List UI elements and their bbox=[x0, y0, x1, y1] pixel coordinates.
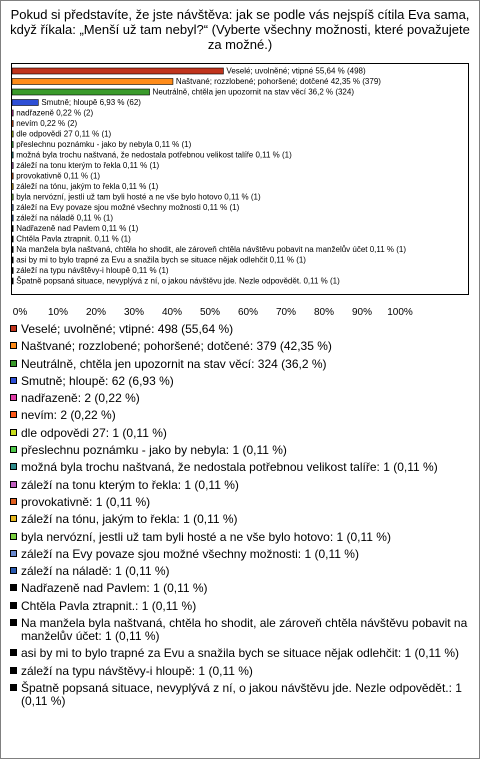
bar-label: Veselé; uvolněné; vtipné 55,64 % (498) bbox=[226, 66, 366, 76]
legend bbox=[10, 323, 472, 712]
x-tick-label: 70% bbox=[275, 307, 297, 318]
bar-label: záleží na tonu kterým to řekla 0,11 % (1) bbox=[16, 161, 160, 170]
legend-swatch bbox=[10, 619, 17, 626]
legend-swatch bbox=[10, 429, 17, 436]
legend-item bbox=[10, 358, 472, 371]
legend-label: Veselé; uvolněné; vtipné: 498 (55,64 %) bbox=[21, 322, 234, 336]
bar-label: Chtěla Pavla ztrapnit. 0,11 % (1) bbox=[16, 234, 131, 244]
legend-item bbox=[10, 531, 472, 544]
legend-swatch bbox=[10, 498, 17, 505]
legend-item bbox=[10, 548, 472, 561]
bar-label: záleží na typu návštěvy-i hloupě 0,11 % (1) bbox=[16, 266, 169, 275]
x-tick-label: 60% bbox=[237, 307, 259, 318]
bar bbox=[12, 79, 173, 85]
legend-swatch bbox=[10, 481, 17, 488]
legend-swatch bbox=[10, 550, 17, 557]
x-tick-label: 30% bbox=[123, 307, 145, 318]
legend-swatch bbox=[10, 446, 17, 453]
legend-item bbox=[10, 427, 472, 440]
bar bbox=[12, 194, 13, 200]
legend-swatch bbox=[10, 411, 17, 418]
bar bbox=[12, 184, 13, 190]
legend-item bbox=[10, 682, 472, 708]
legend-item bbox=[10, 647, 472, 660]
legend-item bbox=[10, 392, 472, 405]
legend-label: asi by mi to bylo trapné za Evu a snažila bych se situace nějak odlehčit: 1 (0,11 %) bbox=[21, 646, 460, 661]
bar-label: Smutně; hloupě 6,93 % (62) bbox=[41, 98, 141, 107]
legend-item bbox=[10, 565, 472, 578]
legend-item bbox=[10, 340, 472, 353]
bar-label: Na manžela byla naštvaná, chtěla ho shodit, ale zároveň chtěla návštěvu pobavit na manželův účet 0,11 % (1) bbox=[16, 245, 407, 254]
x-tick-label: 20% bbox=[85, 307, 107, 318]
chart-title: Pokud si představíte, že jste návštěva: jak se podle vás nejspíš cítila Eva sama, když říkala: „Menší už tam nebyl?“ (Vyberte všechny možnosti, které považujete za možné.) bbox=[10, 7, 470, 52]
bar-label: přeslechnu poznámku - jako by nebyla 0,11 % (1) bbox=[16, 140, 192, 149]
bar-label: Neutrálně, chtěla jen upozornit na stav věcí 36,2 % (324) bbox=[152, 87, 355, 97]
legend-item bbox=[10, 323, 472, 336]
bar-label: záleží na tónu, jakým to řekla 0,11 % (1) bbox=[16, 182, 159, 191]
legend-item bbox=[10, 665, 472, 678]
bar-label: Naštvané; rozzlobené; pohoršené; dotčené 42,35 % (379) bbox=[175, 77, 381, 86]
legend-label: záleží na tonu kterým to řekla: 1 (0,11 %) bbox=[21, 477, 239, 492]
legend-swatch bbox=[10, 567, 17, 574]
legend-swatch bbox=[10, 515, 17, 522]
bar-label: možná byla trochu naštvaná, že nedostala potřebnou velikost talíře 0,11 % (1) bbox=[16, 150, 292, 160]
bar bbox=[12, 131, 13, 137]
bar-label: záleží na Evy povaze sjou možné všechny možnosti 0,11 % (1) bbox=[16, 203, 240, 212]
legend-label: Nadřazeně nad Pavlem: 1 (0,11 %) bbox=[21, 581, 208, 596]
x-tick-label: 100% bbox=[387, 307, 413, 318]
legend-label: provokativně: 1 (0,11 %) bbox=[21, 494, 151, 509]
bar bbox=[12, 236, 13, 242]
legend-swatch bbox=[10, 463, 17, 470]
bar-label: provokativně 0,11 % (1) bbox=[16, 171, 101, 181]
legend-swatch bbox=[10, 360, 17, 367]
legend-item bbox=[10, 600, 472, 613]
bar bbox=[12, 68, 223, 74]
bar-label: záleží na náladě 0,11 % (1) bbox=[16, 213, 114, 223]
legend-label: záleží na typu návštěvy-i hloupě: 1 (0,11 %) bbox=[21, 663, 253, 678]
legend-label: přeslechnu poznámku - jako by nebyla: 1 (0,11 %) bbox=[21, 443, 287, 458]
legend-item bbox=[10, 582, 472, 595]
legend-swatch bbox=[10, 602, 17, 609]
legend-label: nadřazeně: 2 (0,22 %) bbox=[21, 391, 140, 406]
bar bbox=[12, 152, 13, 158]
legend-item bbox=[10, 496, 472, 509]
legend-label: nevím: 2 (0,22 %) bbox=[21, 408, 116, 423]
legend-label: Chtěla Pavla ztrapnit.: 1 (0,11 %) bbox=[21, 598, 197, 613]
bar bbox=[12, 257, 13, 263]
legend-label: Naštvané; rozzlobené; pohoršené; dotčené: 379 (42,35 %) bbox=[21, 339, 332, 354]
legend-label: záleží na náladě: 1 (0,11 %) bbox=[21, 564, 170, 579]
legend-label: záleží na Evy povaze sjou možné všechny možnosti: 1 (0,11 %) bbox=[21, 546, 359, 561]
bar bbox=[12, 268, 13, 274]
bar-label: Špatně popsaná situace, nevyplývá z ní, o jakou návštěvu jde. Nezle odpovědět. 0,11 % (1) bbox=[16, 276, 340, 286]
bar bbox=[12, 142, 13, 148]
bar bbox=[12, 100, 38, 106]
bar-label: dle odpovědi 27 0,11 % (1) bbox=[16, 129, 112, 139]
bar-label: byla nervózní, jestli už tam byli hosté a ne vše bylo hotovo 0,11 % (1) bbox=[16, 192, 261, 202]
bar-label: asi by mi to bylo trapné za Evu a snažila bych se situace nějak odlehčit 0,11 % (1) bbox=[16, 255, 306, 265]
legend-label: byla nervózní, jestli už tam byli hosté a ne vše bylo hotovo: 1 (0,11 %) bbox=[21, 529, 391, 544]
legend-swatch bbox=[10, 325, 17, 332]
legend-label: Neutrálně, chtěla jen upozornit na stav věcí: 324 (36,2 %) bbox=[21, 356, 327, 371]
legend-item bbox=[10, 461, 472, 474]
legend-swatch bbox=[10, 667, 17, 674]
bar bbox=[12, 121, 13, 127]
x-tick-label: 90% bbox=[351, 307, 373, 318]
legend-label: Na manžela byla naštvaná, chtěla ho shodit, ale zároveň chtěla návštěvu pobavit na manželův účet: 1 (0,11 %) bbox=[21, 616, 468, 644]
legend-label: záleží na tónu, jakým to řekla: 1 (0,11 %) bbox=[21, 512, 238, 527]
bar bbox=[12, 278, 13, 284]
legend-swatch bbox=[10, 342, 17, 349]
x-tick-label: 40% bbox=[161, 307, 183, 318]
legend-label: možná byla trochu naštvaná, že nedostala potřebnou velikost talíře: 1 (0,11 %) bbox=[21, 460, 438, 475]
bar bbox=[12, 247, 13, 253]
legend-label: Smutně; hloupě: 62 (6,93 %) bbox=[21, 373, 174, 388]
legend-label: Špatně popsaná situace, nevyplývá z ní, o jakou návštěvu jde. Nezle odpovědět.: 1 (0,11 %) bbox=[21, 680, 462, 708]
plot-area bbox=[11, 63, 469, 321]
bar bbox=[12, 215, 13, 221]
bar bbox=[12, 89, 150, 95]
bar bbox=[12, 226, 13, 232]
legend-swatch bbox=[10, 394, 17, 401]
legend-item bbox=[10, 375, 472, 388]
x-tick-label: 0% bbox=[12, 307, 28, 318]
legend-item bbox=[10, 479, 472, 492]
legend-swatch bbox=[10, 649, 17, 656]
bar bbox=[12, 205, 13, 211]
bar-label: nadřazeně 0,22 % (2) bbox=[16, 108, 94, 118]
x-tick-label: 10% bbox=[47, 307, 69, 318]
legend-item bbox=[10, 513, 472, 526]
legend-item bbox=[10, 409, 472, 422]
legend-label: dle odpovědi 27: 1 (0,11 %) bbox=[21, 425, 167, 440]
bar-label: Nadřazeně nad Pavlem 0,11 % (1) bbox=[16, 224, 139, 233]
bar-label: nevím 0,22 % (2) bbox=[16, 119, 78, 128]
x-tick-label: 50% bbox=[199, 307, 221, 318]
bar bbox=[12, 110, 13, 116]
bar-chart-svg bbox=[11, 63, 469, 321]
legend-swatch bbox=[10, 533, 17, 540]
legend-swatch bbox=[10, 377, 17, 384]
legend-swatch bbox=[10, 584, 17, 591]
legend-item bbox=[10, 617, 472, 643]
bar bbox=[12, 163, 13, 169]
legend-swatch bbox=[10, 684, 17, 691]
legend-item bbox=[10, 444, 472, 457]
x-tick-label: 80% bbox=[313, 307, 335, 318]
bar bbox=[12, 173, 13, 179]
